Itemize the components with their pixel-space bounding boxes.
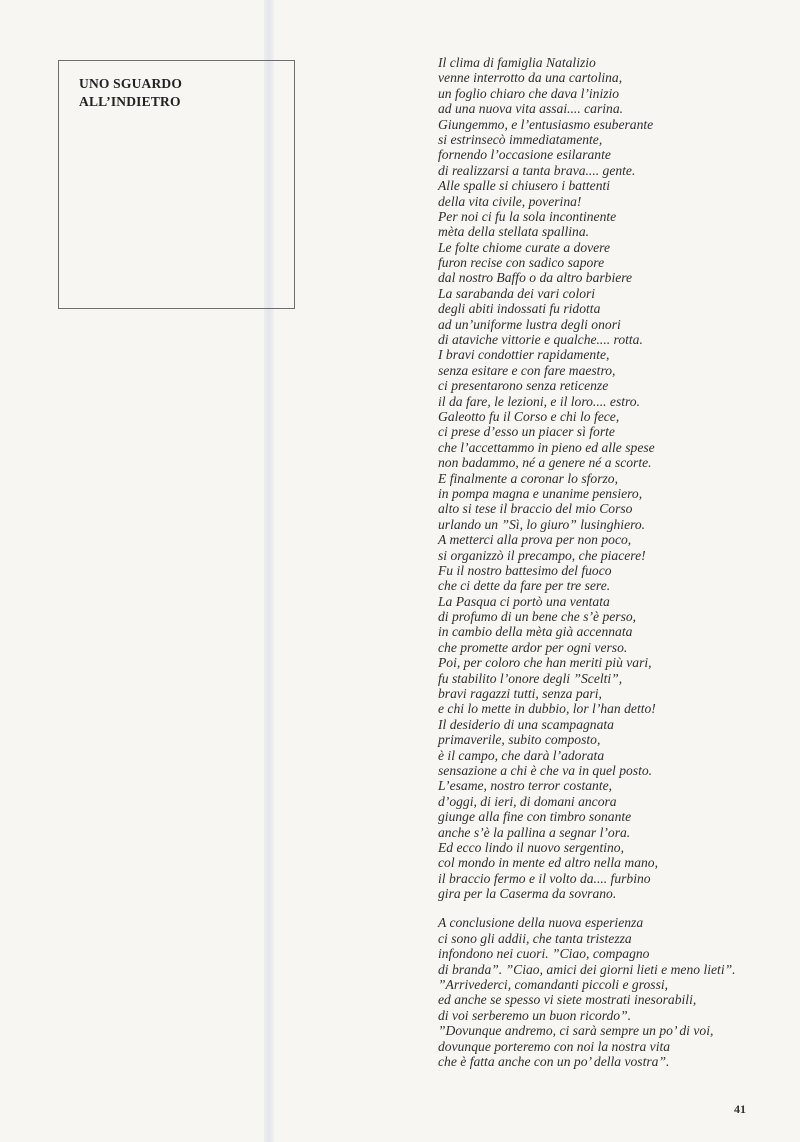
poem-line: A metterci alla prova per non poco, xyxy=(438,532,632,548)
poem-line: ci prese d’esso un piacer sì forte xyxy=(438,424,615,440)
poem-line: di realizzarsi a tanta brava.... gente. xyxy=(438,162,636,178)
poem-line: Le folte chiome curate a dovere xyxy=(438,239,611,255)
poem-stanza-1 xyxy=(438,55,783,901)
poem-line: ad una nuova vita assai.... carina. xyxy=(438,101,624,117)
poem-line: fu stabilito l’onore degli ”Scelti”, xyxy=(438,670,623,686)
heading-line-2: ALL’INDIETRO xyxy=(79,94,181,109)
poem-line: giunge alla fine con timbro sonante xyxy=(438,809,632,825)
poem-line: ”Arrivederci, comandanti piccoli e grossi, xyxy=(438,977,669,993)
poem-line: che è fatta anche con un po’ della vostra”. xyxy=(438,1054,670,1069)
poem-line: sensazione a chi è che va in quel posto. xyxy=(438,762,653,778)
poem-line: è il campo, che darà l’adorata xyxy=(438,747,605,763)
poem-line: La sarabanda dei vari colori xyxy=(438,285,596,301)
poem-line: di branda”. ”Ciao, amici dei giorni lieti e meno lieti”. xyxy=(438,961,736,977)
poem-body xyxy=(438,55,783,1069)
poem-line: Ed ecco lindo il nuovo sergentino, xyxy=(438,839,624,855)
poem-line: ad un’uniforme lustra degli onori xyxy=(438,316,621,332)
poem-line: senza esitare e con fare maestro, xyxy=(438,362,616,378)
poem-line: si organizzò il precampo, che piacere! xyxy=(438,547,646,563)
poem-line: in cambio della mèta già accennata xyxy=(438,624,633,640)
poem-line: ”Dovunque andremo, ci sarà sempre un po’ di voi, xyxy=(438,1023,714,1039)
poem-line: Galeotto fu il Corso e chi lo fece, xyxy=(438,408,620,424)
poem-line: L’esame, nostro terror costante, xyxy=(438,778,613,794)
poem-line: di voi serberemo un buon ricordo”. xyxy=(438,1007,632,1023)
poem-line: A conclusione della nuova esperienza xyxy=(438,915,644,931)
poem-line: dal nostro Baffo o da altro barbiere xyxy=(438,270,633,286)
poem-line: di ataviche vittorie e qualche.... rotta. xyxy=(438,332,643,348)
poem-line: venne interrotto da una cartolina, xyxy=(438,70,623,86)
poem-line: primaverile, subito composto, xyxy=(438,732,601,748)
poem-line: Per noi ci fu la sola incontinente xyxy=(438,208,617,224)
poem-line: un foglio chiaro che dava l’inizio xyxy=(438,85,620,101)
poem-line: Fu il nostro battesimo del fuoco xyxy=(438,562,612,578)
poem-line: ci sono gli addii, che tanta tristezza xyxy=(438,930,632,946)
poem-line: gira per la Caserma da sovrano. xyxy=(438,886,617,902)
poem-line: si estrinsecò immediatamente, xyxy=(438,131,603,147)
stanza-gap xyxy=(438,901,783,915)
poem-line: d’oggi, di ieri, di domani ancora xyxy=(438,793,617,809)
poem-line: non badammo, né a genere né a scorte. xyxy=(438,455,652,471)
poem-line: degli abiti indossati fu ridotta xyxy=(438,301,601,317)
poem-line: Giungemmo, e l’entusiasmo esuberante xyxy=(438,116,654,132)
poem-line: il braccio fermo e il volto da.... furbino xyxy=(438,870,651,886)
poem-line: ed anche se spesso vi siete mostrati inesorabili, xyxy=(438,992,697,1008)
poem-line: infondono nei cuori. ”Ciao, compagno xyxy=(438,946,650,962)
poem-line: che l’accettammo in pieno ed alle spese xyxy=(438,439,655,455)
poem-line: Il clima di famiglia Natalizio xyxy=(438,55,596,70)
poem-line: che promette ardor per ogni verso. xyxy=(438,639,628,655)
poem-line: E finalmente a coronar lo sforzo, xyxy=(438,470,618,486)
poem-line: urlando un ”Sì, lo giuro” lusinghiero. xyxy=(438,516,646,532)
poem-line: Poi, per coloro che han meriti più vari, xyxy=(438,655,652,671)
poem-line: Alle spalle si chiusero i battenti xyxy=(438,178,611,194)
poem-line: il da fare, le lezioni, e il loro.... estro. xyxy=(438,393,641,409)
poem-line: col mondo in mente ed altro nella mano, xyxy=(438,855,658,871)
poem-line: mèta della stellata spallina. xyxy=(438,224,590,240)
poem-line: dovunque porteremo con noi la nostra vita xyxy=(438,1038,671,1054)
heading-line-1: UNO SGUARDO xyxy=(79,76,183,91)
poem-line: La Pasqua ci portò una ventata xyxy=(438,593,610,609)
poem-line: I bravi condottier rapidamente, xyxy=(438,347,610,363)
poem-line: che ci dette da fare per tre sere. xyxy=(438,578,611,594)
poem-line: bravi ragazzi tutti, senza pari, xyxy=(438,686,602,702)
poem-stanza-2 xyxy=(438,915,783,1069)
poem-line: fornendo l’occasione esilarante xyxy=(438,147,611,163)
poem-line: Il desiderio di una scampagnata xyxy=(438,716,614,732)
poem-line: e chi lo mette in dubbio, lor l’han detto! xyxy=(438,701,656,717)
poem-line: di profumo di un bene che s’è perso, xyxy=(438,609,637,625)
poem-line: furon recise con sadico sapore xyxy=(438,255,605,271)
poem-line: alto si tese il braccio del mio Corso xyxy=(438,501,633,517)
poem-line: anche s’è la pallina a segnar l’ora. xyxy=(438,824,631,840)
poem-line: della vita civile, poverina! xyxy=(438,193,582,209)
poem-line: in pompa magna e unanime pensiero, xyxy=(438,485,643,501)
poem-line: ci presentarono senza reticenze xyxy=(438,378,609,394)
page-number: 41 xyxy=(734,1102,746,1116)
